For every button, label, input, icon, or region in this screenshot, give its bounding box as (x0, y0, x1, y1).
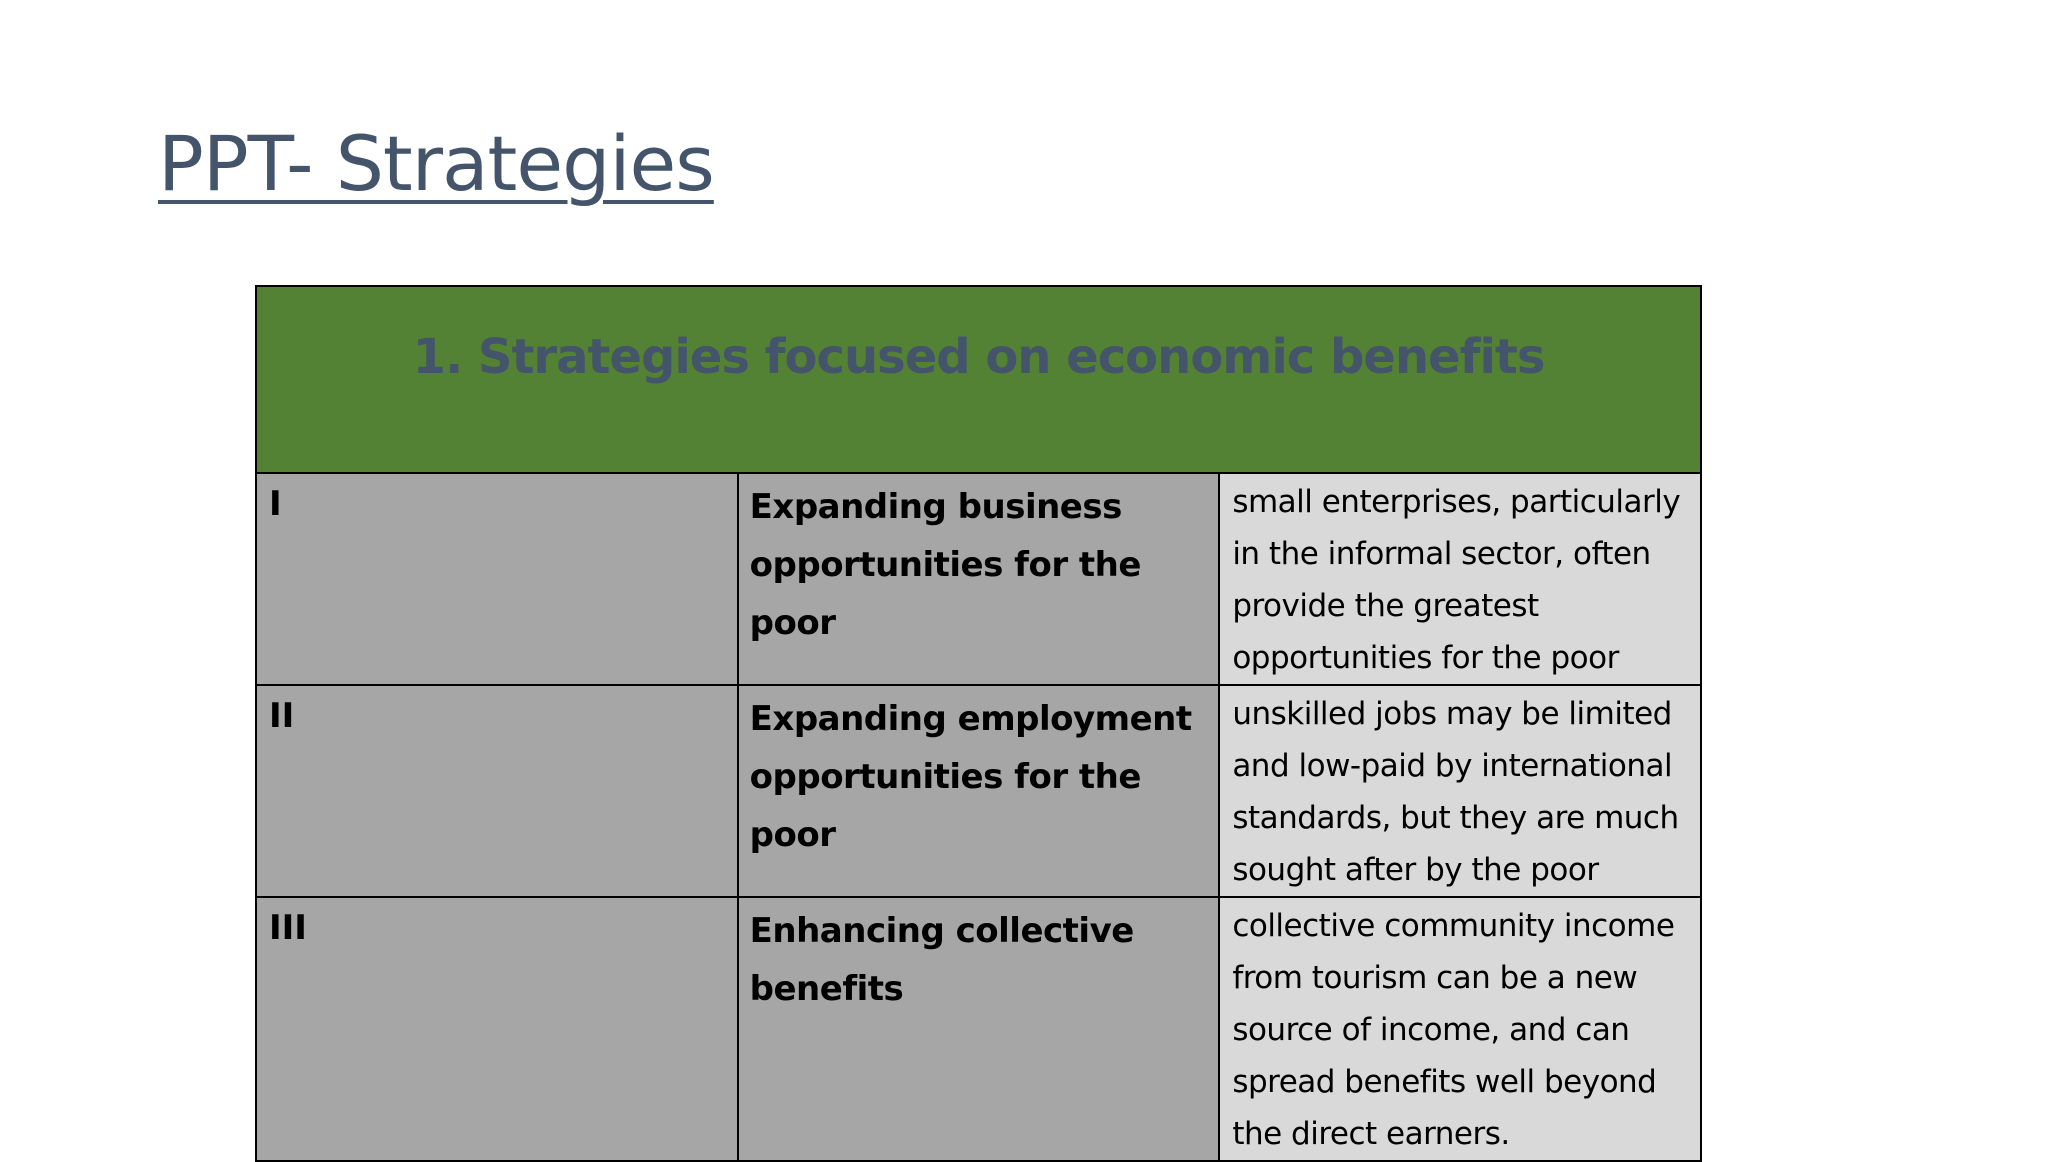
table-row (256, 685, 1701, 897)
table-row (256, 897, 1701, 1161)
table-row (256, 473, 1701, 685)
row-description: unskilled jobs may be limited and low-paid by international standards, but they are much sought after by the poor (1219, 685, 1701, 897)
table-header-cell (256, 286, 1701, 473)
slide-title: PPT- Strategies (158, 119, 714, 208)
row-description: collective community income from tourism can be a new source of income, and can spread benefits well beyond the direct earners. (1219, 897, 1701, 1161)
row-title: Expanding business opportunities for the poor (738, 473, 1220, 685)
row-title: Expanding employment opportunities for the poor (738, 685, 1220, 897)
table-header-row (256, 286, 1701, 473)
row-number: I (256, 473, 738, 685)
row-number: II (256, 685, 738, 897)
row-number: III (256, 897, 738, 1161)
row-title: Enhancing collective benefits (738, 897, 1220, 1161)
strategy-table (255, 285, 1702, 1162)
table-header-text: 1. Strategies focused on economic benefits (412, 329, 1545, 385)
row-description: small enterprises, particularly in the informal sector, often provide the greatest opportunities for the poor (1219, 473, 1701, 685)
